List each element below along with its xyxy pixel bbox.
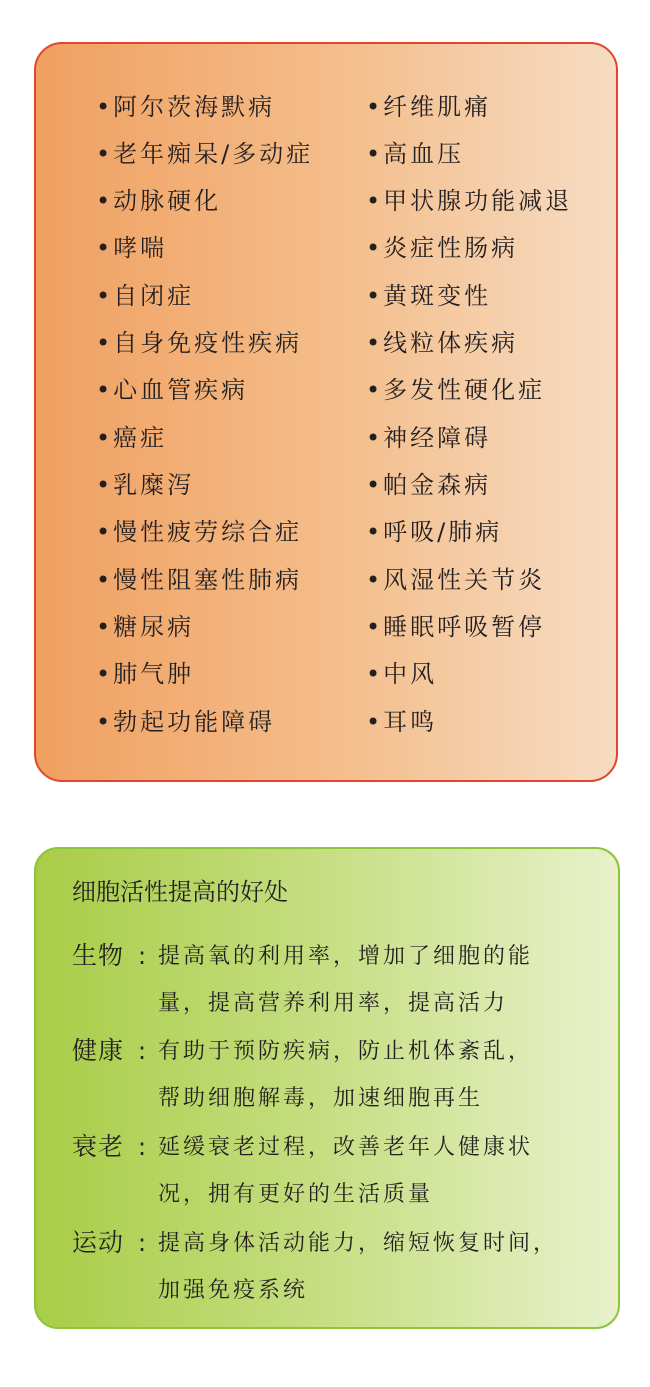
disease-item: •中风 — [366, 660, 438, 688]
benefit-colon: : — [138, 942, 147, 970]
disease-item: •癌症 — [96, 424, 168, 452]
benefit-colon: : — [138, 1133, 147, 1161]
disease-item: •自闭症 — [96, 282, 195, 310]
benefit-desc-line: 量，提高营养利用率，提高活力 — [158, 991, 509, 1016]
disease-item: •黄斑变性 — [366, 282, 492, 310]
benefit-desc-line: 提高身体活动能力，缩短恢复时间， — [158, 1231, 559, 1256]
disease-item: •高血压 — [366, 140, 465, 168]
disease-item: •帕金森病 — [366, 471, 492, 499]
benefit-term: 衰老 — [72, 1132, 125, 1161]
disease-item: •心血管疾病 — [96, 376, 249, 404]
disease-item: •老年痴呆/多动症 — [96, 140, 314, 168]
disease-item: •哮喘 — [96, 234, 168, 262]
benefit-term: 运动 — [72, 1228, 125, 1257]
disease-item: •慢性阻塞性肺病 — [96, 566, 303, 594]
disease-item: •纤维肌痛 — [366, 93, 492, 121]
disease-item: •勃起功能障碍 — [96, 708, 276, 736]
benefit-desc-line: 延缓衰老过程，改善老年人健康状 — [158, 1135, 534, 1160]
benefit-term: 健康 — [72, 1036, 125, 1065]
disease-item: •乳糜泻 — [96, 471, 195, 499]
disease-item: •风湿性关节炎 — [366, 566, 546, 594]
disease-item: •自身免疫性疾病 — [96, 329, 303, 357]
disease-item: •线粒体疾病 — [366, 329, 519, 357]
disease-item: •睡眠呼吸暂停 — [366, 613, 546, 641]
disease-item: •呼吸/肺病 — [366, 518, 503, 546]
benefit-desc-line: 况，拥有更好的生活质量 — [158, 1182, 434, 1207]
disease-item: •阿尔茨海默病 — [96, 93, 276, 121]
benefit-desc-line: 加强免疫系统 — [158, 1278, 309, 1303]
benefits-title: 细胞活性提高的好处 — [72, 878, 288, 906]
disease-item: •动脉硬化 — [96, 187, 222, 215]
disease-item: •耳鸣 — [366, 708, 438, 736]
benefit-desc-line: 提高氧的利用率，增加了细胞的能 — [158, 944, 534, 969]
benefit-term: 生物 — [72, 941, 125, 970]
disease-item: •炎症性肠病 — [366, 234, 519, 262]
benefit-desc-line: 有助于预防疾病，防止机体紊乱， — [158, 1039, 534, 1064]
disease-item: •多发性硬化症 — [366, 376, 546, 404]
disease-item: •肺气肿 — [96, 660, 195, 688]
disease-item: •糖尿病 — [96, 613, 195, 641]
benefit-desc-line: 帮助细胞解毒，加速细胞再生 — [158, 1086, 484, 1111]
benefit-colon: : — [138, 1037, 147, 1065]
disease-item: •甲状腺功能减退 — [366, 187, 573, 215]
disease-item: •神经障碍 — [366, 424, 492, 452]
disease-item: •慢性疲劳综合症 — [96, 518, 303, 546]
benefit-colon: : — [138, 1229, 147, 1257]
